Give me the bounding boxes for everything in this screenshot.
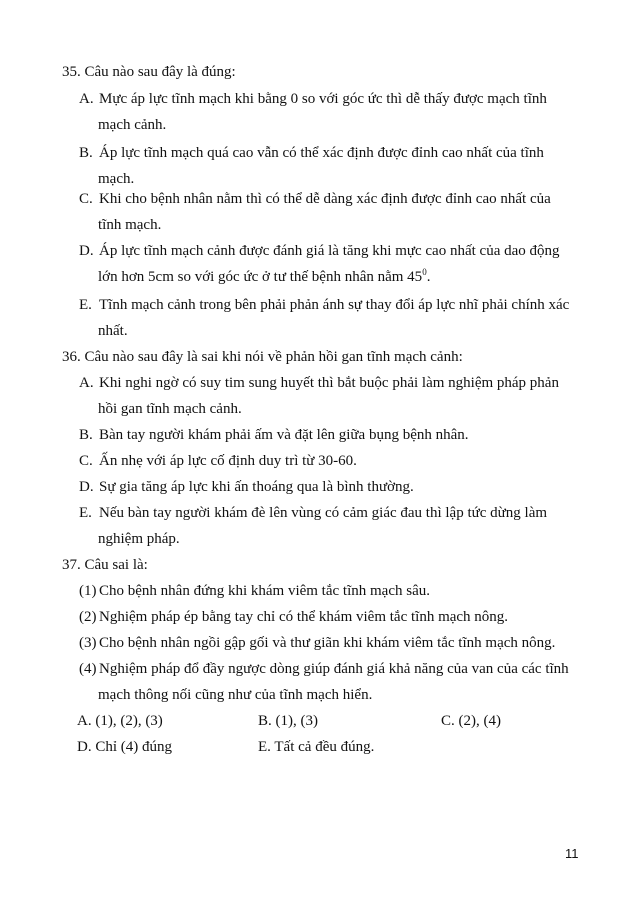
option-text: Sự gia tăng áp lực khi ấn thoáng qua là bình thường. <box>99 479 414 495</box>
q35-option-b-cont: mạch. <box>98 171 135 187</box>
q37-answer-e[interactable]: E. Tất cả đều đúng. <box>258 739 375 755</box>
option-label: C. <box>79 191 93 207</box>
option-text: Nếu bàn tay người khám đè lên vùng có cảm giác đau thì lập tức dừng làm <box>99 505 548 521</box>
statement-text: Cho bệnh nhân đứng khi khám viêm tắc tĩnh mạch sâu. <box>99 583 430 599</box>
q36-option-a[interactable] <box>79 370 576 396</box>
option-text: Khi nghi ngờ có suy tim sung huyết thì bắt buộc phải làm nghiệm pháp phản <box>99 375 559 391</box>
q35-option-a[interactable] <box>79 86 576 112</box>
statement-label: (1) <box>79 583 97 599</box>
option-label: A. <box>79 375 94 391</box>
option-text-tail: . <box>426 269 431 285</box>
statement-label: (2) <box>79 609 97 625</box>
statement-text: Nghiệm pháp ép bằng tay chỉ có thể khám viêm tắc tĩnh mạch nông. <box>99 609 509 625</box>
q35-option-d-cont <box>98 264 576 290</box>
q37-statement-4 <box>79 656 576 682</box>
q37-statement-3 <box>79 630 576 656</box>
q35-option-e[interactable] <box>79 292 576 318</box>
option-text: Áp lực tĩnh mạch cảnh được đánh giá là tăng khi mực cao nhất của dao động <box>99 243 560 259</box>
q35-option-c-cont: tĩnh mạch. <box>98 217 162 233</box>
question-36-stem: 36. Câu nào sau đây là sai khi nói về phản hồi gan tĩnh mạch cảnh: <box>62 349 463 365</box>
q36-option-a-cont: hồi gan tĩnh mạch cảnh. <box>98 401 242 417</box>
superscript: 0 <box>422 267 427 277</box>
q35-option-b[interactable] <box>79 140 576 166</box>
option-label: A. <box>79 91 94 107</box>
option-label: B. <box>79 145 93 161</box>
q37-answer-d[interactable]: D. Chỉ (4) đúng <box>77 739 172 755</box>
q37-statement-1 <box>79 578 576 604</box>
q35-option-c[interactable] <box>79 186 576 212</box>
option-label: D. <box>79 479 94 495</box>
option-text: Khi cho bệnh nhân nằm thì có thể dễ dàng xác định được đỉnh cao nhất của <box>99 191 551 207</box>
q36-option-c[interactable] <box>79 448 576 474</box>
option-text: Ấn nhẹ với áp lực cố định duy trì từ 30-60. <box>99 453 357 469</box>
statement-text: Nghiệm pháp đổ đầy ngược dòng giúp đánh giá khả năng của van của các tĩnh <box>99 661 569 677</box>
page-number: 11 <box>565 846 579 861</box>
option-text: Mực áp lực tĩnh mạch khi bằng 0 so với góc ức thì dễ thấy được mạch tĩnh <box>99 91 547 107</box>
statement-text: Cho bệnh nhân ngồi gập gối và thư giãn khi khám viêm tắc tĩnh mạch nông. <box>99 635 556 651</box>
option-text: Bàn tay người khám phải ấm và đặt lên giữa bụng bệnh nhân. <box>99 427 469 443</box>
q36-option-e[interactable] <box>79 500 576 526</box>
q37-answer-a[interactable]: A. (1), (2), (3) <box>77 713 163 729</box>
option-text: Tĩnh mạch cảnh trong bên phải phản ánh sự thay đổi áp lực nhĩ phải chính xác <box>99 297 570 313</box>
q35-option-a-cont: mạch cảnh. <box>98 117 167 133</box>
option-label: C. <box>79 453 93 469</box>
q37-statement-2 <box>79 604 576 630</box>
option-label: B. <box>79 427 93 443</box>
q37-statement-4-cont: mạch thông nối cũng như của tĩnh mạch hiển. <box>98 687 373 703</box>
q37-answer-c[interactable]: C. (2), (4) <box>441 713 501 729</box>
question-35-stem: 35. Câu nào sau đây là đúng: <box>62 64 236 80</box>
q36-option-e-cont: nghiệm pháp. <box>98 531 180 547</box>
q36-option-b[interactable] <box>79 422 576 448</box>
q37-answer-b[interactable]: B. (1), (3) <box>258 713 318 729</box>
question-37-stem: 37. Câu sai là: <box>62 557 148 573</box>
option-label: E. <box>79 505 92 521</box>
option-text: Áp lực tĩnh mạch quá cao vẫn có thể xác định được đỉnh cao nhất của tĩnh <box>99 145 544 161</box>
q36-option-d[interactable] <box>79 474 576 500</box>
statement-label: (4) <box>79 661 97 677</box>
option-text: lớn hơn 5cm so với góc ức ở tư thế bệnh nhân nằm 45 <box>98 269 423 285</box>
option-label: E. <box>79 297 92 313</box>
statement-label: (3) <box>79 635 97 651</box>
q35-option-d[interactable] <box>79 238 576 264</box>
option-label: D. <box>79 243 94 259</box>
q35-option-e-cont: nhất. <box>98 323 128 339</box>
